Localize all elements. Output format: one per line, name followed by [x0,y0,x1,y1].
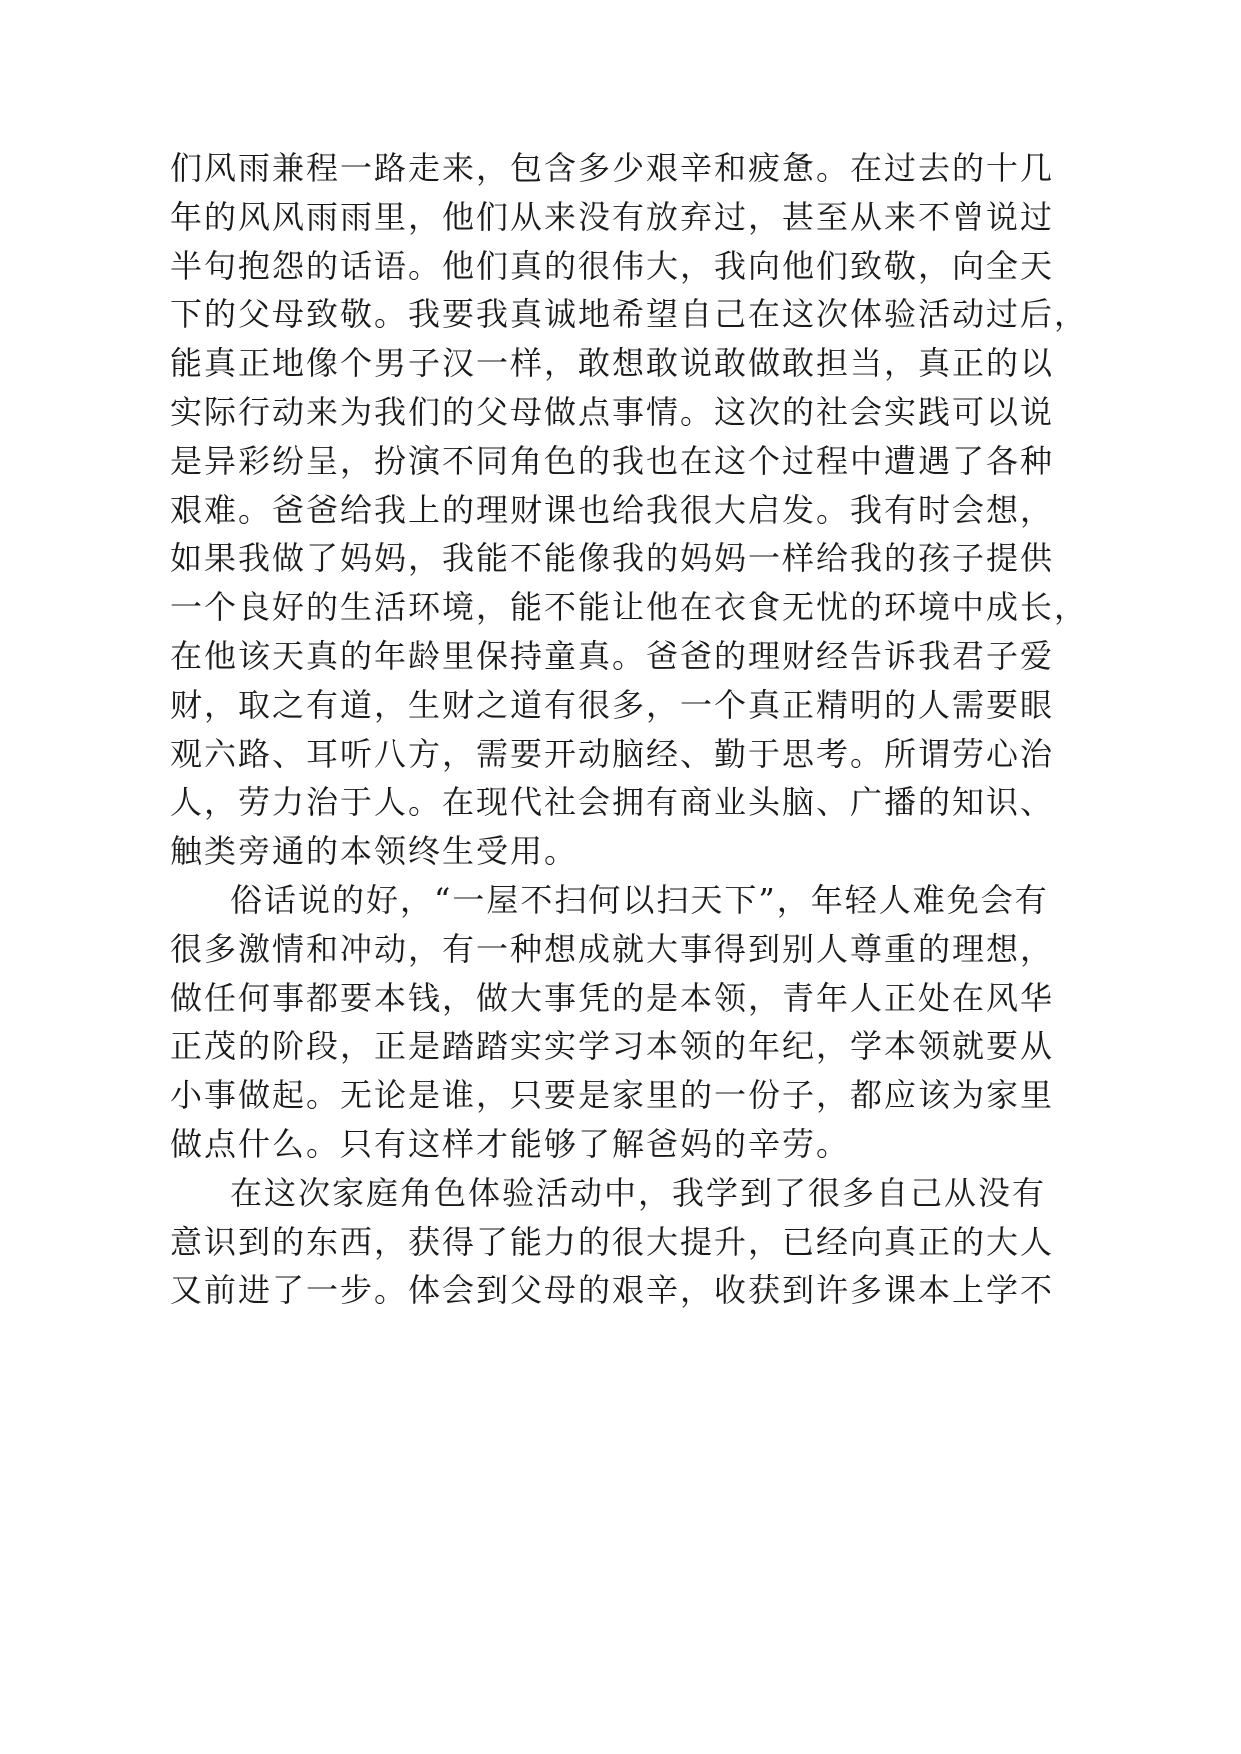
text-line: 观六路、耳听八方，需要开动脑经、勤于思考。所谓劳心治 [170,734,1055,773]
text-line: 如果我做了妈妈，我能不能像我的妈妈一样给我的孩子提供 [170,539,1055,578]
text-line: 在他该天真的年龄里保持童真。爸爸的理财经告诉我君子爱 [170,636,1055,675]
text-line: 做任何事都要本钱，做大事凭的是本领，青年人正处在风华 [170,978,1055,1017]
paragraph-1 [170,144,1089,876]
text-line: 们风雨兼程一路走来，包含多少艰辛和疲惫。在过去的十几 [170,149,1055,187]
text-line: 正茂的阶段，正是踏踏实实学习本领的年纪，学本领就要从 [170,1027,1055,1066]
text-line: 又前进了一步。体会到父母的艰辛，收获到许多课本上学不 [170,1271,1055,1310]
text-line: 意识到的东西，获得了能力的很大提升，已经向真正的大人 [170,1222,1055,1261]
text-line: 做点什么。只有这样才能够了解爸妈的辛劳。 [170,1124,851,1163]
text-line: 艰难。爸爸给我上的理财课也给我很大启发。我有时会想， [170,490,1055,529]
text-line: 年的风风雨雨里，他们从来没有放弃过，甚至从来不曾说过 [170,197,1055,236]
text-line: 俗话说的好，“一屋不扫何以扫天下”，年轻人难免会有 [230,880,1049,919]
paragraph-3 [170,1169,1055,1315]
text-line: 能真正地像个男子汉一样，敢想敢说敢做敢担当，真正的以 [170,344,1055,383]
paragraph-2 [170,876,1055,1169]
text-line: 是异彩纷呈，扮演不同角色的我也在这个过程中遭遇了各种 [170,441,1055,480]
text-line: 下的父母致敬。我要我真诚地希望自己在这次体验活动过后， [170,295,1089,334]
text-line: 小事做起。无论是谁，只要是家里的一份子，都应该为家里 [170,1076,1055,1115]
text-line: 财，取之有道，生财之道有很多，一个真正精明的人需要眼 [170,685,1055,724]
text-line: 实际行动来为我们的父母做点事情。这次的社会实践可以说 [170,392,1055,431]
text-line: 一个良好的生活环境，能不能让他在衣食无忧的环境中成长， [170,588,1089,627]
text-line: 人，劳力治于人。在现代社会拥有商业头脑、广播的知识、 [170,783,1055,822]
text-line: 触类旁通的本领终生受用。 [170,832,579,871]
text-line: 很多激情和冲动，有一种想成就大事得到别人尊重的理想， [170,929,1055,968]
text-line: 在这次家庭角色体验活动中，我学到了很多自己从没有 [230,1173,1047,1212]
text-line: 半句抱怨的话语。他们真的很伟大，我向他们致敬，向全天 [170,246,1055,285]
document-body [170,144,1089,1315]
